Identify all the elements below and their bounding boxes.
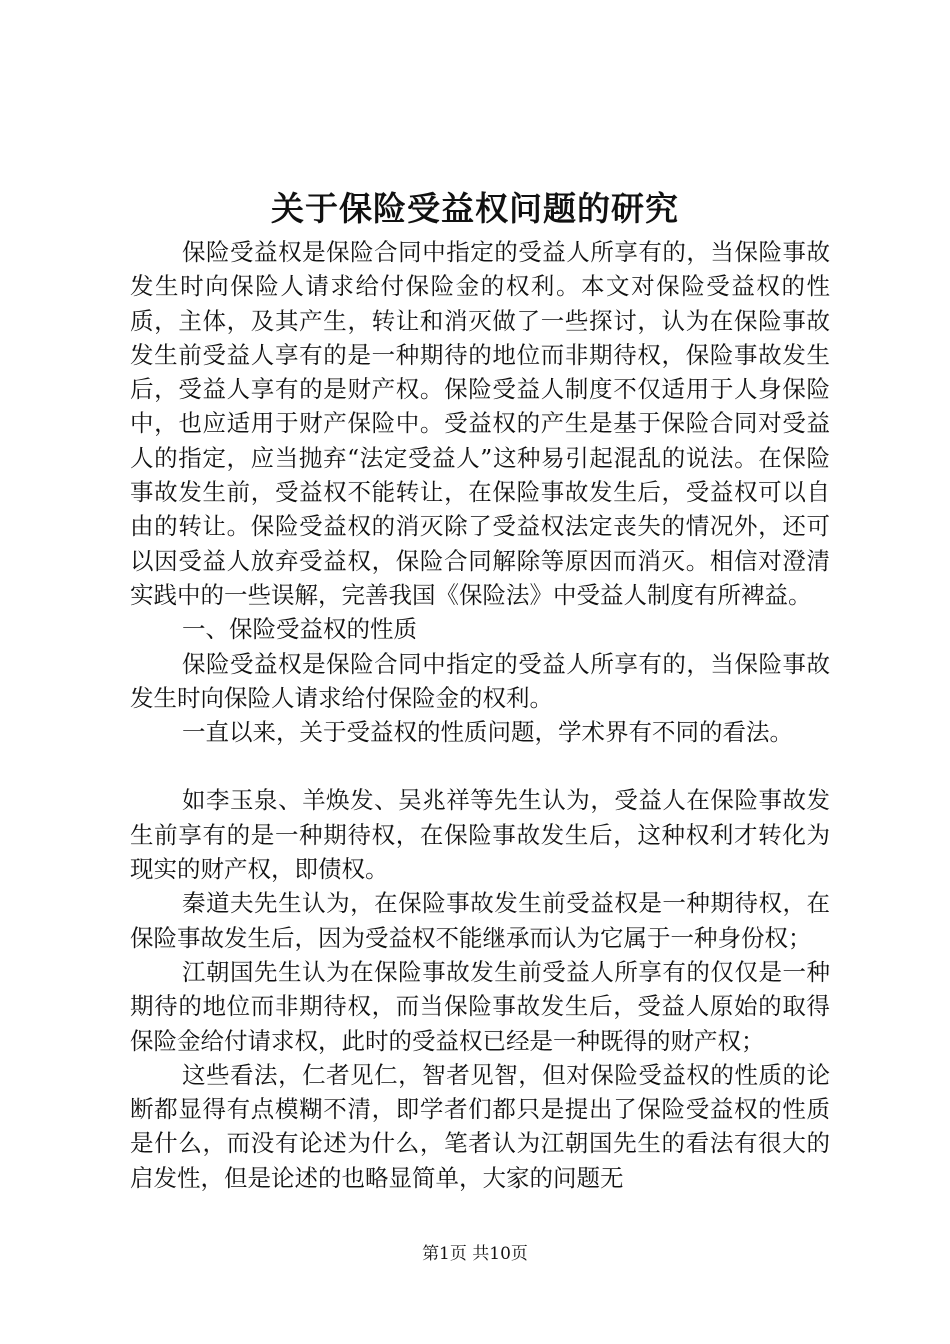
body-paragraph: 一直以来，关于受益权的性质问题，学术界有不同的看法。	[182, 718, 793, 747]
body-paragraph: 这些看法，仁者见仁，智者见智，但对保险受益权的性质的论断都显得有点模糊不清，即学者们都只是提出了保险受益权的性质是什么，而没有论述为什么，笔者认为江朝国先生的看法有很大的启发性，但是论述的也略显简单，大家的问题无	[130, 1060, 830, 1192]
body-paragraph: 如李玉泉、羊焕发、吴兆祥等先生认为，受益人在保险事故发生前享有的是一种期待权，在保险事故发生后，这种权利才转化为现实的财产权，即债权。	[130, 786, 830, 884]
section-heading: 一、保险受益权的性质	[182, 615, 417, 644]
document-body	[130, 235, 830, 1195]
body-paragraph: 秦道夫先生认为，在保险事故发生前受益权是一种期待权，在保险事故发生后，因为受益权不能继承而认为它属于一种身份权；	[130, 889, 830, 952]
body-paragraph: 保险受益权是保险合同中指定的受益人所享有的，当保险事故发生时向保险人请求给付保险金的权利。	[130, 649, 830, 712]
abstract-paragraph: 保险受益权是保险合同中指定的受益人所享有的，当保险事故发生时向保险人请求给付保险金的权利。本文对保险受益权的性质，主体，及其产生，转让和消灭做了一些探讨，认为在保险事故发生前受益人享有的是一种期待的地位而非期待权，保险事故发生后，受益人享有的是财产权。保险受益人制度不仅适用于人身保险中，也应适用于财产保险中。受益权的产生是基于保险合同对受益人的指定，应当抛弃“法定受益人”这种易引起混乱的说法。在保险事故发生前，受益权不能转让，在保险事故发生后，受益权可以自由的转让。保险受益权的消灭除了受益权法定丧失的情况外，还可以因受益人放弃受益权，保险合同解除等原因而消灭。相信对澄清实践中的一些误解，完善我国《保险法》中受益人制度有所裨益。	[130, 238, 830, 609]
page-footer: 第1页 共10页	[422, 1244, 528, 1264]
body-paragraph: 江朝国先生认为在保险事故发生前受益人所享有的仅仅是一种期待的地位而非期待权，而当保险事故发生后，受益人原始的取得保险金给付请求权，此时的受益权已经是一种既得的财产权；	[130, 957, 830, 1055]
document-title: 关于保险受益权问题的研究	[271, 189, 679, 228]
